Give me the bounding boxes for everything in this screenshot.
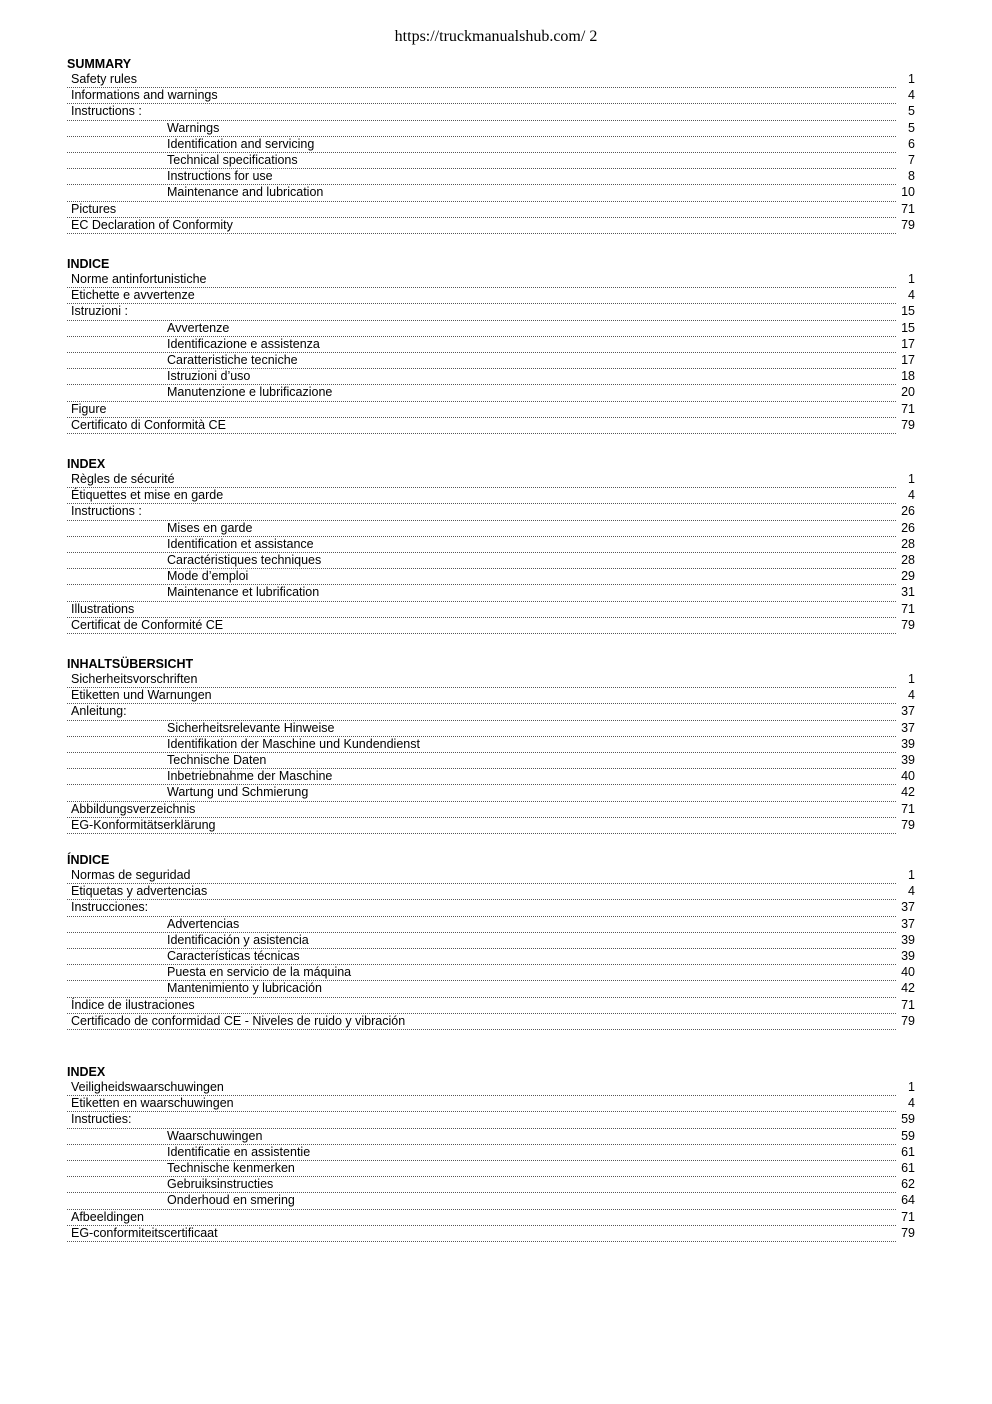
section-heading: INDICE (67, 257, 110, 271)
toc-entry (67, 418, 920, 434)
toc-entry (67, 521, 920, 537)
toc-entry-page-number: 71 (901, 601, 915, 616)
toc-entry-label: Étiquettes et mise en garde (71, 488, 224, 503)
toc-entry-page-number: 61 (901, 1144, 915, 1159)
toc-entry-page-number: 1 (908, 1080, 915, 1094)
toc-entry-label: Instructies: (71, 1112, 132, 1127)
toc-entry (67, 818, 920, 834)
toc-entry (67, 121, 920, 137)
toc-entry-label: Illustrations (71, 601, 135, 616)
toc-entry-label: Etiquetas y advertencias (71, 884, 208, 899)
toc-entry-page-number: 64 (901, 1193, 915, 1208)
section-heading: INHALTSÜBERSICHT (67, 657, 194, 671)
toc-entry-page-number: 1 (908, 272, 915, 286)
toc-entry-label: Istruzioni : (71, 304, 128, 319)
toc-entry (67, 737, 920, 753)
toc-entry-label: Manutenzione e lubrificazione (167, 385, 333, 400)
toc-entry-label: Afbeeldingen (71, 1209, 144, 1224)
toc-entry (67, 88, 920, 104)
toc-entry-label: Identificatie en assistentie (167, 1144, 311, 1159)
toc-entry-label: Istruzioni d’uso (167, 369, 251, 384)
toc-entry-page-number: 17 (901, 336, 915, 351)
toc-entry (67, 353, 920, 369)
toc-entry-page-number: 39 (901, 948, 915, 963)
toc-entry (67, 802, 920, 818)
toc-entry-label: Maintenance and lubrication (167, 185, 324, 200)
toc-entry-page-number: 79 (901, 417, 915, 432)
toc-entry-label: Identification and servicing (167, 136, 315, 151)
toc-entry-label: EC Declaration of Conformity (71, 217, 233, 232)
toc-entry (67, 949, 920, 965)
toc-entry-page-number: 15 (901, 320, 915, 335)
toc-entry (67, 704, 920, 720)
toc-entries (67, 1080, 920, 1242)
toc-entry-page-number: 39 (901, 932, 915, 947)
toc-entry-page-number: 79 (901, 1013, 915, 1028)
toc-entries (67, 472, 920, 634)
toc-entry (67, 1014, 920, 1030)
toc-entry (67, 753, 920, 769)
toc-entry (67, 672, 920, 688)
toc-entry-label: Identificazione e assistenza (167, 336, 320, 351)
toc-entry-page-number: 37 (901, 900, 915, 915)
toc-entry (67, 202, 920, 218)
toc-entry (67, 569, 920, 585)
toc-entry-page-number: 62 (901, 1177, 915, 1192)
toc-entry-label: Caractéristiques techniques (167, 552, 322, 567)
toc-entry (67, 618, 920, 634)
section-heading: INDEX (67, 1065, 106, 1079)
toc-entry-label: Waarschuwingen (167, 1128, 263, 1143)
toc-entry-page-number: 40 (901, 965, 915, 980)
toc-entry (67, 369, 920, 385)
toc-entry-page-number: 39 (901, 752, 915, 767)
toc-entry (67, 272, 920, 288)
toc-entry (67, 321, 920, 337)
toc-entry (67, 602, 920, 618)
toc-entry-label: Etichette e avvertenze (71, 288, 195, 303)
toc-entry-page-number: 59 (901, 1128, 915, 1143)
toc-entry (67, 1177, 920, 1193)
toc-entry (67, 785, 920, 801)
toc-entry-page-number: 18 (901, 369, 915, 384)
toc-entry (67, 169, 920, 185)
toc-entry (67, 504, 920, 520)
toc-entry (67, 965, 920, 981)
toc-entry-page-number: 4 (908, 488, 915, 503)
section-heading: ÍNDICE (67, 853, 110, 867)
toc-entry-label: Figure (71, 401, 107, 416)
toc-entry-label: Technische Daten (167, 752, 267, 767)
toc-entry (67, 218, 920, 234)
toc-entry-page-number: 4 (908, 288, 915, 303)
toc-entry-label: Certificat de Conformité CE (71, 617, 224, 632)
toc-entry-page-number: 4 (908, 688, 915, 703)
toc-entry (67, 104, 920, 120)
toc-entry-page-number: 29 (901, 569, 915, 584)
dotted-leader (67, 833, 896, 834)
toc-entry-page-number: 4 (908, 88, 915, 103)
toc-entry (67, 721, 920, 737)
toc-entry-page-number: 59 (901, 1112, 915, 1127)
toc-entry-label: Veiligheidswaarschuwingen (71, 1080, 224, 1094)
toc-entry-page-number: 5 (908, 120, 915, 135)
toc-entry-label: Caratteristiche tecniche (167, 352, 298, 367)
toc-entry-label: Gebruiksinstructies (167, 1177, 274, 1192)
toc-entries (67, 272, 920, 434)
toc-section-german (67, 656, 920, 834)
toc-entry-label: Etiketten und Warnungen (71, 688, 212, 703)
toc-entry (67, 688, 920, 704)
page-header: https://truckmanualshub.com/ 2 (394, 28, 598, 45)
toc-entry-label: Instructions for use (167, 169, 273, 184)
toc-entry (67, 1161, 920, 1177)
toc-entry-page-number: 37 (901, 704, 915, 719)
toc-entry (67, 769, 920, 785)
toc-entry-label: Règles de sécurité (71, 472, 175, 486)
toc-entry (67, 385, 920, 401)
toc-entry-page-number: 28 (901, 552, 915, 567)
toc-entry-page-number: 4 (908, 884, 915, 899)
toc-entry-label: EG-conformiteitscertificaat (71, 1225, 218, 1240)
toc-entry-label: Certificado de conformidad CE - Niveles de ruido y vibración (71, 1013, 406, 1028)
toc-entry (67, 1145, 920, 1161)
toc-entry-label: Wartung und Schmierung (167, 785, 309, 800)
toc-entry-label: Anleitung: (71, 704, 127, 719)
toc-entry-page-number: 4 (908, 1096, 915, 1111)
toc-entry-label: Technical specifications (167, 152, 298, 167)
toc-entry-page-number: 26 (901, 504, 915, 519)
toc-entry-page-number: 42 (901, 981, 915, 996)
dotted-leader (67, 233, 896, 234)
toc-entry-page-number: 1 (908, 868, 915, 882)
toc-entry (67, 553, 920, 569)
toc-entry-page-number: 10 (901, 185, 915, 200)
toc-entry (67, 137, 920, 153)
toc-entry-label: Identification et assistance (167, 536, 314, 551)
toc-section-dutch (67, 1064, 920, 1242)
toc-entry-page-number: 42 (901, 785, 915, 800)
toc-entry (67, 288, 920, 304)
toc-entry-page-number: 17 (901, 352, 915, 367)
toc-entries (67, 72, 920, 234)
toc-entry-label: Safety rules (71, 72, 138, 86)
toc-entry-label: Onderhoud en smering (167, 1193, 295, 1208)
toc-entry-page-number: 1 (908, 472, 915, 486)
toc-entry-label: Sicherheitsrelevante Hinweise (167, 720, 335, 735)
toc-entry-label: Norme antinfortunistiche (71, 272, 207, 286)
toc-entry (67, 1096, 920, 1112)
toc-entry (67, 981, 920, 997)
toc-entry-label: Technische kenmerken (167, 1160, 295, 1175)
toc-entry-page-number: 26 (901, 520, 915, 535)
toc-section-spanish (67, 852, 920, 1030)
toc-section-english (67, 56, 920, 234)
dotted-leader (67, 1241, 896, 1242)
toc-entry-label: Certificato di Conformità CE (71, 417, 226, 432)
dotted-leader (67, 633, 896, 634)
toc-entry (67, 998, 920, 1014)
toc-entry (67, 153, 920, 169)
toc-entry (67, 1193, 920, 1209)
toc-entry-page-number: 71 (901, 401, 915, 416)
toc-entry-label: EG-Konformitätserklärung (71, 817, 216, 832)
toc-entry (67, 585, 920, 601)
toc-entry-page-number: 37 (901, 916, 915, 931)
toc-entry (67, 185, 920, 201)
toc-entry (67, 900, 920, 916)
section-heading: INDEX (67, 457, 106, 471)
section-heading: SUMMARY (67, 57, 132, 71)
toc-entry (67, 402, 920, 418)
toc-entry-page-number: 79 (901, 217, 915, 232)
toc-entry-page-number: 71 (901, 201, 915, 216)
toc-entry-page-number: 1 (908, 672, 915, 686)
toc-entry-page-number: 79 (901, 617, 915, 632)
toc-section-french (67, 456, 920, 634)
toc-entry (67, 933, 920, 949)
toc-entry-label: Características técnicas (167, 948, 300, 963)
toc-entry-page-number: 7 (908, 152, 915, 167)
toc-entry (67, 537, 920, 553)
toc-entry-page-number: 6 (908, 136, 915, 151)
toc-entry-label: Normas de seguridad (71, 868, 191, 882)
toc-entries (67, 672, 920, 834)
dotted-leader (67, 1029, 896, 1030)
toc-entry-page-number: 71 (901, 1209, 915, 1224)
toc-entry (67, 1080, 920, 1096)
toc-entry-page-number: 40 (901, 769, 915, 784)
toc-entry (67, 884, 920, 900)
toc-entry (67, 917, 920, 933)
toc-entry-page-number: 37 (901, 720, 915, 735)
dotted-leader (67, 433, 896, 434)
toc-entry-label: Mantenimiento y lubricación (167, 981, 322, 996)
toc-entry-label: Abbildungsverzeichnis (71, 801, 196, 816)
toc-entry-page-number: 31 (901, 585, 915, 600)
toc-entry-page-number: 39 (901, 736, 915, 751)
toc-entry-label: Identifikation der Maschine und Kundendienst (167, 736, 420, 751)
toc-entry-label: Puesta en servicio de la máquina (167, 965, 352, 980)
toc-entry-label: Informations and warnings (71, 88, 218, 103)
toc-entry-label: Mode d’emploi (167, 569, 249, 584)
toc-entry-label: Mises en garde (167, 520, 253, 535)
toc-entry (67, 304, 920, 320)
toc-entry-page-number: 61 (901, 1160, 915, 1175)
toc-entry (67, 1210, 920, 1226)
toc-entry-label: Avvertenze (167, 320, 230, 335)
toc-entries (67, 868, 920, 1030)
toc-entry-page-number: 71 (901, 801, 915, 816)
toc-entry (67, 868, 920, 884)
toc-section-italian (67, 256, 920, 434)
toc-entry-label: Índice de ilustraciones (71, 997, 195, 1012)
toc-entry-page-number: 8 (908, 169, 915, 184)
toc-entry-label: Advertencias (167, 916, 240, 931)
toc-entry-label: Instructions : (71, 104, 142, 119)
toc-entry-page-number: 79 (901, 1225, 915, 1240)
toc-entry (67, 337, 920, 353)
toc-entry-label: Instructions : (71, 504, 142, 519)
toc-entry-page-number: 20 (901, 385, 915, 400)
toc-entry-label: Pictures (71, 201, 117, 216)
toc-entry-page-number: 1 (908, 72, 915, 86)
toc-entry (67, 488, 920, 504)
toc-entry-page-number: 71 (901, 997, 915, 1012)
toc-entry-label: Warnings (167, 120, 220, 135)
toc-entry (67, 472, 920, 488)
toc-entry (67, 1112, 920, 1128)
toc-entry-label: Inbetriebnahme der Maschine (167, 769, 333, 784)
toc-entry (67, 72, 920, 88)
toc-entry-label: Etiketten en waarschuwingen (71, 1096, 234, 1111)
toc-entry-page-number: 15 (901, 304, 915, 319)
toc-entry-label: Sicherheitsvorschriften (71, 672, 198, 686)
toc-entry (67, 1129, 920, 1145)
toc-entry-page-number: 79 (901, 817, 915, 832)
toc-entry-page-number: 5 (908, 104, 915, 119)
toc-entry-label: Instrucciones: (71, 900, 149, 915)
toc-entry-label: Maintenance et lubrification (167, 585, 320, 600)
toc-entry-label: Identificación y asistencia (167, 932, 309, 947)
toc-entry (67, 1226, 920, 1242)
toc-entry-page-number: 28 (901, 536, 915, 551)
